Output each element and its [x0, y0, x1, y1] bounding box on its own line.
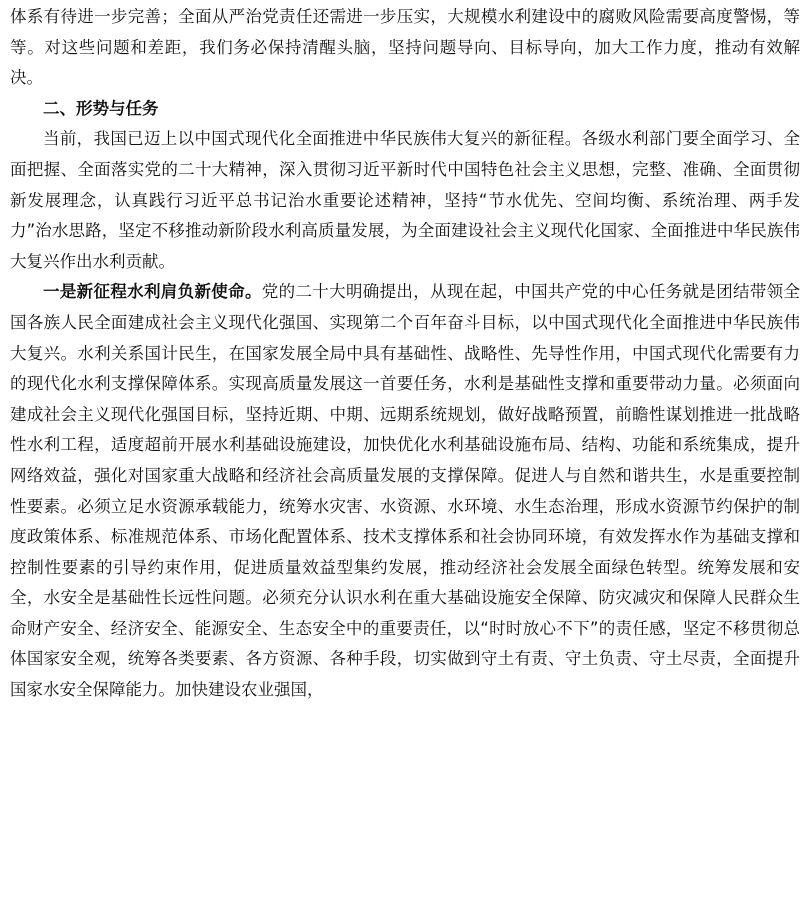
paragraph-lead: 一是新征程水利肩负新使命。 [43, 282, 262, 302]
paragraph-situation: 当前，我国已迈上以中国式现代化全面推进中华民族伟大复兴的新征程。各级水利部门要全面学习、全面把握、全面落实党的二十大精神，深入贯彻习近平新时代中国特色社会主义思想，完整、准确、全面贯彻新发展理念，认真践行习近平总书记治水重要论述精神，坚持“节水优先、空间均衡、系统治理、两手发力”治水思路，坚定不移推动新阶段水利高质量发展，为全面建设社会主义现代化国家、全面推进中华民族伟大复兴作出水利贡献。 [10, 129, 800, 271]
paragraph-continuation: 体系有待进一步完善；全面从严治党责任还需进一步压实，大规模水利建设中的腐败风险需要高度警惕，等等。对这些问题和差距，我们务必保持清醒头脑，坚持问题导向、目标导向，加大工作力度，推动有效解决。 [10, 7, 800, 88]
section-heading: 二、形势与任务 [43, 98, 159, 118]
paragraph-mission [10, 277, 800, 705]
document-page [10, 0, 800, 706]
paragraph-mission-body: 党的二十大明确提出，从现在起，中国共产党的中心任务就是团结带领全国各族人民全面建成社会主义现代化强国、实现第二个百年奋斗目标，以中国式现代化全面推进中华民族伟大复兴。水利关系国计民生，在国家发展全局中具有基础性、战略性、先导性作用，中国式现代化需要有力的现代化水利支撑保障体系。实现高质量发展这一首要任务，水利是基础性支撑和重要带动力量。必须面向建成社会主义现代化强国目标，坚持近期、中期、远期系统规划，做好战略预置，前瞻性谋划推进一批战略性水利工程，适度超前开展水利基础设施建设，加快优化水利基础设施布局、结构、功能和系统集成，提升网络效益，强化对国家重大战略和经济社会高质量发展的支撑保障。促进人与自然和谐共生，水是重要控制性要素。必须立足水资源承载能力，统筹水灾害、水资源、水环境、水生态治理，形成水资源节约保护的制度政策体系、标准规范体系、市场化配置体系、技术支撑体系和社会协同环境，有效发挥水作为基础支撑和控制性要素的引导约束作用，促进质量效益型集约发展，推动经济社会发展全面绿色转型。统筹发展和安全，水安全是基础性长远性问题。必须充分认识水利在重大基础设施安全保障、防灾减灾和保障人民群众生命财产安全、经济安全、能源安全、生态安全中的重要责任，以“时时放心不下”的责任感，坚定不移贯彻总体国家安全观，统筹各类要素、各方资源、各种手段，切实做到守土有责、守土负责、守土尽责，全面提升国家水安全保障能力。加快建设农业强国， [10, 282, 801, 700]
